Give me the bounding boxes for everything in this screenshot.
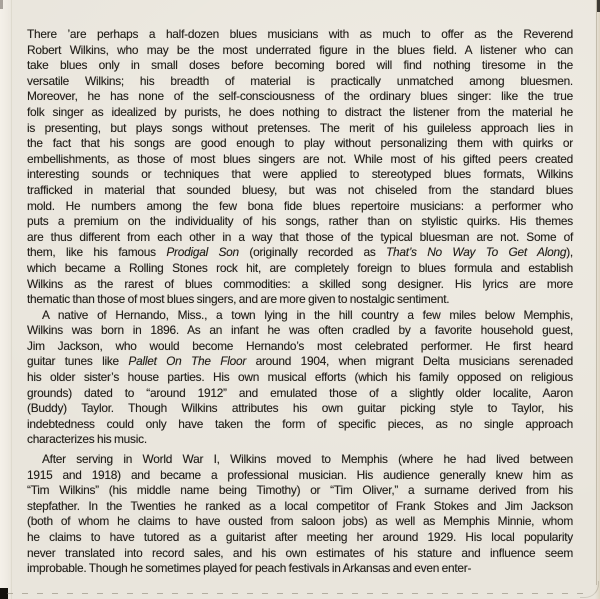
text-line: which became a Rolling Stones rock hit, are completely foreign to blues formula and establish [27,260,573,275]
left-edge-shadow [0,0,12,599]
paragraph [27,452,573,577]
text-line: folk singer as idealized by purists, he does nothing to distract the listener from the material he [27,104,573,119]
text-line: Robert Wilkins, who may be the most underrated figure in the blues field. A listener who can [27,42,573,57]
text-line: grounds) dated to “around 1912” and emulated those of a slightly older localite, Aaron [27,385,573,400]
text-line: the fact that his songs are good enough to play without personalizing them with quirks or [27,136,573,151]
paragraph [27,308,573,448]
text-line: mold. He numbers among the few bona fide blues repertoire musicians: a performer who [27,198,573,213]
text-line: trafficked in material that sounded bluesy, but was not chiseled from the standard blues [27,182,573,197]
text-line: puts a premium on the individuality of his songs, rather than on stylistic quirks. His themes [27,214,573,229]
text-line: improbable. Though he sometimes played for peach festivals in Arkansas and even enter- [27,561,472,576]
text-line: A native of Hernando, Miss., a town lying in the hill country a few miles below Memphis, [42,307,573,322]
text-line: is presenting, but plays songs without pretenses. The merit of his guileless approach lies in [27,120,573,135]
text-line: Moreover, he has none of the self-consciousness of the ordinary blues singer: like the true [27,89,573,104]
text-line: never translated into record sales, and his own estimates of his stature and influence seem [27,545,573,560]
text-line: (Buddy) Taylor. Though Wilkins attributes his own guitar picking style to Taylor, his [27,401,573,416]
text-line: versatile Wilkins; his breadth of material is practically unmatched among bluesmen. [27,73,573,88]
text-line: them, like his famous Prodigal Son (originally recorded as That’s No Way To Get Along), [27,245,573,260]
text-line: stepfather. In the Twenties he ranked as a local competitor of Frank Stokes and Jim Jackson [27,498,573,513]
text-line: After serving in World War I, Wilkins moved to Memphis (where he had lived between [42,452,573,467]
text-line: Wilkins as the rarest of blues commodities: a skilled song designer. His lyrics are more [27,276,573,291]
text-line: interesting sounds or techniques that were applied to stereotyped blues formats, Wilkins [27,167,573,182]
text-line: are thus different from each other in a way that those of the typical bluesman are not. Some of [27,229,573,244]
text-line: Jim Jackson, who would become Hernando’s most celebrated performer. He first heard [27,338,573,353]
bottom-dotted-scan-line [7,593,588,594]
text-line: guitar tunes like Pallet On The Floor around 1904, when migrant Delta musicians serenaded [27,354,573,369]
text-line: he claims to have tutored as a guitarist after meeting her around 1929. His local popularity [27,530,573,544]
text-line: Wilkins was born in 1896. As an infant he was often cradled by a favorite household guest, [27,323,573,338]
text-line: his older sister’s house parties. His own musical efforts (which his family opposed on religious [27,370,573,385]
text-line: (both of whom he claims to have ousted from saloon jobs) as well as Memphis Minnie, whom [27,514,573,529]
text-line: indebtedness could only have taken the form of specific pieces, as no single approach [27,416,573,431]
paragraph [27,27,573,308]
text-line: 1915 and 1918) and became a professional musician. His audience generally knew him as [27,467,573,482]
text-line: characterizes his music. [27,432,147,447]
top-left-corner-mark [0,0,3,9]
text-line: take blues only in small doses before becoming bored will find nothing tiresome in the [27,58,573,73]
text-line: embellishments, as those of most blues singers are not. While most of his gifted peers created [27,151,573,166]
liner-notes-text [27,27,573,577]
right-edge-scan-line [596,0,597,585]
text-line: There ’are perhaps a half-dozen blues musicians with as much to offer as the Reverend [27,27,573,41]
text-line: “Tim Wilkins” (his middle name being Timothy) or “Tim Oliver,” a surname derived from his [27,483,573,498]
text-line: thematic than those of most blues singers, and are more given to nostalgic sentiment. [27,292,450,307]
